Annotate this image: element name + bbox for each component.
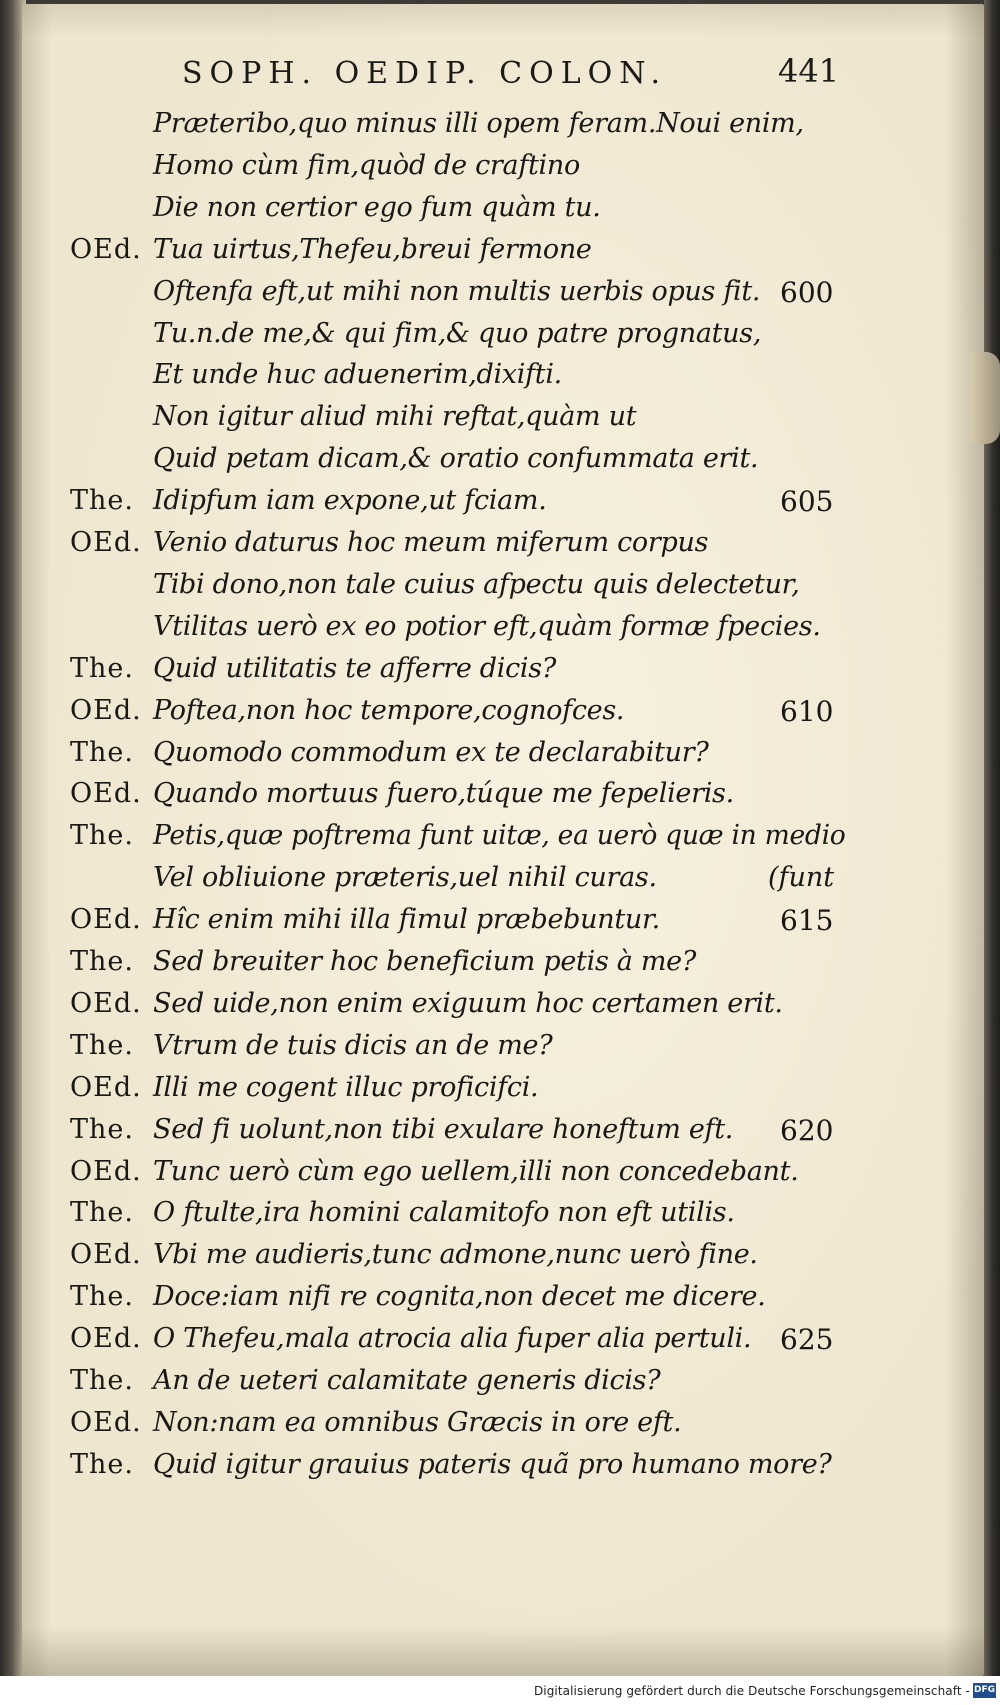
speaker-label: OEd. <box>70 1239 142 1271</box>
verse-line <box>0 1114 1000 1154</box>
verse-text-line: Sed uide,non enim exiguum hoc certamen erit. <box>153 987 783 1019</box>
verse-text-line: Vtrum de tuis dicis an de me? <box>153 1029 553 1061</box>
verse-line <box>0 1239 1000 1279</box>
verse-line <box>0 653 1000 693</box>
verse-text-line: Oftenfa eft,ut mihi non multis uerbis opus fit. <box>153 275 761 307</box>
verse-line <box>0 862 1000 902</box>
verse-line <box>0 1072 1000 1112</box>
verse-line <box>0 527 1000 567</box>
verse-line <box>0 820 1000 860</box>
verse-line <box>0 695 1000 735</box>
verse-line <box>0 737 1000 777</box>
verse-line <box>0 778 1000 818</box>
verse-text-line: Idipfum iam expone,ut fciam. <box>153 485 547 517</box>
speaker-label: OEd. <box>70 1323 142 1355</box>
speaker-label: The. <box>70 1197 134 1229</box>
verse-line <box>0 276 1000 316</box>
verse-text-line: O Thefeu,mala atrocia alia fuper alia pertuli. <box>153 1323 752 1355</box>
line-number: 615 <box>780 904 834 938</box>
verse-text-line: Hîc enim mihi illa fimul præbebuntur. <box>153 904 660 936</box>
verse-line <box>0 569 1000 609</box>
running-head: SOPH. OEDIP. COLON. <box>182 56 668 91</box>
verse-line <box>0 443 1000 483</box>
verse-text-line: Illi me cogent illuc proficifci. <box>153 1071 539 1103</box>
line-number: 610 <box>780 694 834 728</box>
verse-text-line: Vtilitas uerò ex eo potior eft,quàm formæ fpecies. <box>153 610 821 642</box>
verse-text-line: Quid utilitatis te afferre dicis? <box>153 652 556 684</box>
speaker-label: The. <box>70 1281 134 1313</box>
verse-line <box>0 1281 1000 1321</box>
verse-line <box>0 150 1000 190</box>
verse-line <box>0 1323 1000 1363</box>
verse-text-line: Non:nam ea omnibus Græcis in ore eft. <box>153 1406 682 1438</box>
verse-line <box>0 108 1000 148</box>
digitization-credit: Digitalisierung gefördert durch die Deutsche Forschungsgemeinschaft - <box>533 1684 970 1698</box>
speaker-label: The. <box>70 946 134 977</box>
verse-text-line: Tua uirtus,Thefeu,breui fermone <box>153 233 592 265</box>
verse-line <box>0 611 1000 651</box>
verse-line <box>0 192 1000 232</box>
verse-text-line: Die non certior ego fum quàm tu. <box>153 191 601 223</box>
verse-text-line: Quid petam dicam,& oratio confummata erit. <box>153 443 759 475</box>
speaker-label: OEd. <box>70 904 142 936</box>
page-number: 441 <box>778 52 840 90</box>
speaker-label: The. <box>70 736 134 768</box>
verse-text-line: Homo cùm fim,quòd de craftino <box>153 149 580 181</box>
verse-text-line: Poftea,non hoc tempore,cognofces. <box>153 694 625 726</box>
speaker-label: The. <box>70 652 134 684</box>
dfg-logo: DFG <box>973 1683 996 1698</box>
line-number: 625 <box>780 1323 834 1357</box>
speaker-label: OEd. <box>70 987 142 1019</box>
speaker-label: OEd. <box>70 233 142 265</box>
speaker-label: OEd. <box>70 527 142 558</box>
verse-line <box>0 1365 1000 1405</box>
verse-text-line: Et unde huc aduenerim,dixifti. <box>153 359 562 391</box>
verse-line <box>0 988 1000 1028</box>
verse-text-line: Venio daturus hoc meum miferum corpus <box>153 527 709 558</box>
verse-text-line: Sed breuiter hoc beneficium petis à me? <box>153 946 697 977</box>
verse-text-line: Tunc uerò cùm ego uellem,illi non concedebant. <box>153 1155 799 1187</box>
verse-text-line: O ftulte,ira homini calamitofo non eft utilis. <box>153 1197 735 1229</box>
turnover-note: (funt <box>768 862 835 894</box>
speaker-label: The. <box>70 820 134 852</box>
verse-line <box>0 401 1000 441</box>
verse-text-line: Quando mortuus fuero,túque me fepelieris. <box>153 778 734 810</box>
speaker-label: OEd. <box>70 1406 142 1438</box>
verse-line <box>0 318 1000 358</box>
verse-text-line: Petis,quæ poftrema funt uitæ, ea uerò quæ in medio <box>153 820 846 852</box>
verse-line <box>0 234 1000 274</box>
line-number: 600 <box>780 275 834 309</box>
verse-text-line: Tibi dono,non tale cuius afpectu quis delectetur, <box>153 568 800 600</box>
verse-line <box>0 946 1000 986</box>
speaker-label: The. <box>70 1365 134 1396</box>
line-number: 620 <box>780 1113 834 1147</box>
verse-line <box>0 485 1000 525</box>
verse-text-line: Non igitur aliud mihi reftat,quàm ut <box>153 401 637 433</box>
verse-line <box>0 359 1000 399</box>
verse-text-line: An de ueteri calamitate generis dicis? <box>153 1365 661 1396</box>
verse-text-line: Tu.n.de me,& qui fim,& quo patre prognatus, <box>153 317 762 349</box>
verse-line <box>0 1030 1000 1070</box>
speaker-label: The. <box>70 1448 134 1480</box>
verse-text-line: Quid igitur grauius pateris quã pro humano more? <box>153 1448 832 1480</box>
verse-line <box>0 904 1000 944</box>
verse-text-line: Præteribo,quo minus illi opem feram.Noui enim, <box>153 108 804 139</box>
verse-text-line: Quomodo commodum ex te declarabitur? <box>153 736 709 768</box>
verse-line <box>0 1407 1000 1447</box>
verse-text-line: Vbi me audieris,tunc admone,nunc uerò fine. <box>153 1239 758 1271</box>
speaker-label: OEd. <box>70 1071 142 1103</box>
verse-text-line: Doce:iam nifi re cognita,non decet me dicere. <box>153 1281 766 1313</box>
speaker-label: The. <box>70 1113 134 1145</box>
line-number: 605 <box>780 485 834 519</box>
verse-line <box>0 1449 1000 1489</box>
verse-text-line: Sed fi uolunt,non tibi exulare honeftum eft. <box>153 1113 734 1145</box>
speaker-label: OEd. <box>70 1155 142 1187</box>
speaker-label: OEd. <box>70 778 142 810</box>
speaker-label: The. <box>70 1029 134 1061</box>
verse-line <box>0 1156 1000 1196</box>
speaker-label: OEd. <box>70 694 142 726</box>
verse-line <box>0 1197 1000 1237</box>
speaker-label: The. <box>70 485 134 517</box>
verse-text-line: Vel obliuione præteris,uel nihil curas. <box>153 862 657 894</box>
